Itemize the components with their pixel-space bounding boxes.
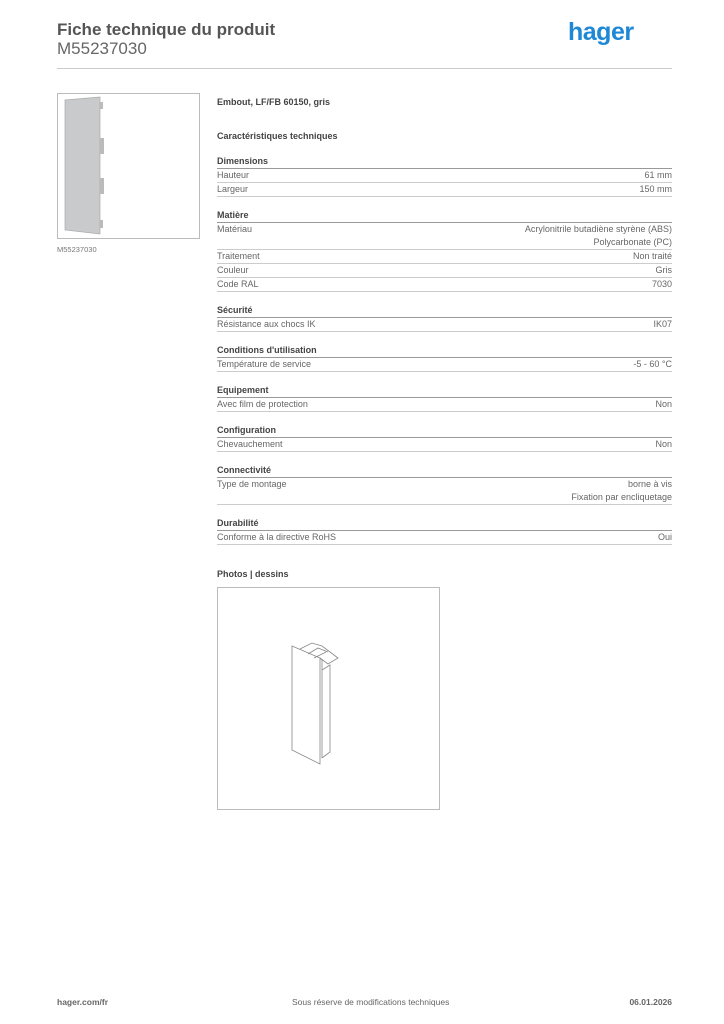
spec-value: [655, 438, 672, 451]
spec-value-line: Oui: [657, 532, 672, 542]
spec-value: [658, 531, 672, 544]
spec-row: [217, 478, 672, 505]
spec-value: [652, 278, 672, 291]
footer-date: 06.01.2026: [629, 997, 672, 1007]
section-title: Configuration: [217, 424, 672, 438]
spec-row: [217, 438, 672, 452]
spec-value-line: Non: [655, 399, 672, 409]
spec-value-line: Acrylonitrile butadiène styrène (ABS): [524, 224, 672, 234]
page-title: Fiche technique du produit: [57, 20, 276, 39]
spec-value: [653, 318, 672, 331]
spec-label: Conforme à la directive RoHS: [217, 532, 337, 542]
spec-label: Matériau: [217, 224, 253, 234]
spec-value-line: -5 - 60 °C: [633, 359, 672, 369]
section-title: Conditions d'utilisation: [217, 344, 672, 358]
photos-title: Photos | dessins: [217, 569, 289, 579]
product-code: M55237030: [57, 39, 147, 58]
spec-label: Température de service: [217, 359, 312, 369]
spec-row: [217, 264, 672, 278]
spec-label: Résistance aux chocs IK: [217, 319, 316, 329]
spec-label: Chevauchement: [217, 439, 283, 449]
thumbnail-caption: M55237030: [57, 245, 97, 254]
section-title: Sécurité: [217, 304, 672, 318]
spec-label: Traitement: [217, 251, 260, 261]
spec-row: [217, 250, 672, 264]
spec-row: [217, 223, 672, 250]
spec-value-line: Non traité: [632, 251, 672, 261]
spec-label: Code RAL: [217, 279, 259, 289]
spec-value: [639, 183, 672, 196]
spec-value: [633, 358, 672, 371]
section-title: Connectivité: [217, 464, 672, 478]
spec-row: [217, 398, 672, 412]
spec-value-line: 150 mm: [639, 184, 672, 194]
spec-value: [644, 169, 672, 182]
product-drawing: [217, 587, 440, 810]
spec-label: Couleur: [217, 265, 249, 275]
spec-row: [217, 358, 672, 372]
footer-disclaimer: Sous réserve de modifications techniques: [292, 997, 450, 1007]
spec-row: [217, 169, 672, 183]
characteristics-title: Caractéristiques techniques: [217, 131, 338, 141]
spec-value: [656, 264, 673, 277]
spec-row: [217, 531, 672, 545]
spec-value-line: Polycarbonate (PC): [593, 237, 672, 247]
section-title: Dimensions: [217, 155, 672, 169]
divider: [57, 68, 672, 69]
spec-value: [655, 398, 672, 411]
spec-value: [633, 250, 672, 263]
spec-row: [217, 318, 672, 332]
section-title: Matière: [217, 209, 672, 223]
spec-value-line: Gris: [655, 265, 672, 275]
spec-value-line: 61 mm: [644, 170, 672, 180]
product-thumbnail: [57, 93, 200, 239]
spec-value-line: IK07: [653, 319, 672, 329]
spec-label: Avec film de protection: [217, 399, 308, 409]
footer-website: hager.com/fr: [57, 997, 109, 1007]
spec-value-line: Fixation par encliquetage: [571, 492, 672, 502]
spec-label: Largeur: [217, 184, 249, 194]
spec-label: Type de montage: [217, 479, 287, 489]
spec-row: [217, 183, 672, 197]
spec-value-line: 7030: [651, 279, 672, 289]
spec-row: [217, 278, 672, 292]
product-name: Embout, LF/FB 60150, gris: [217, 97, 331, 107]
spec-value: [525, 223, 672, 249]
section-title: Equipement: [217, 384, 672, 398]
hager-logo: hager: [568, 18, 634, 46]
spec-value: [571, 478, 672, 504]
section-title: Durabilité: [217, 517, 672, 531]
spec-label: Hauteur: [217, 170, 250, 180]
spec-sheet: [217, 95, 672, 810]
spec-value-line: borne à vis: [627, 479, 672, 489]
spec-value-line: Non: [655, 439, 672, 449]
